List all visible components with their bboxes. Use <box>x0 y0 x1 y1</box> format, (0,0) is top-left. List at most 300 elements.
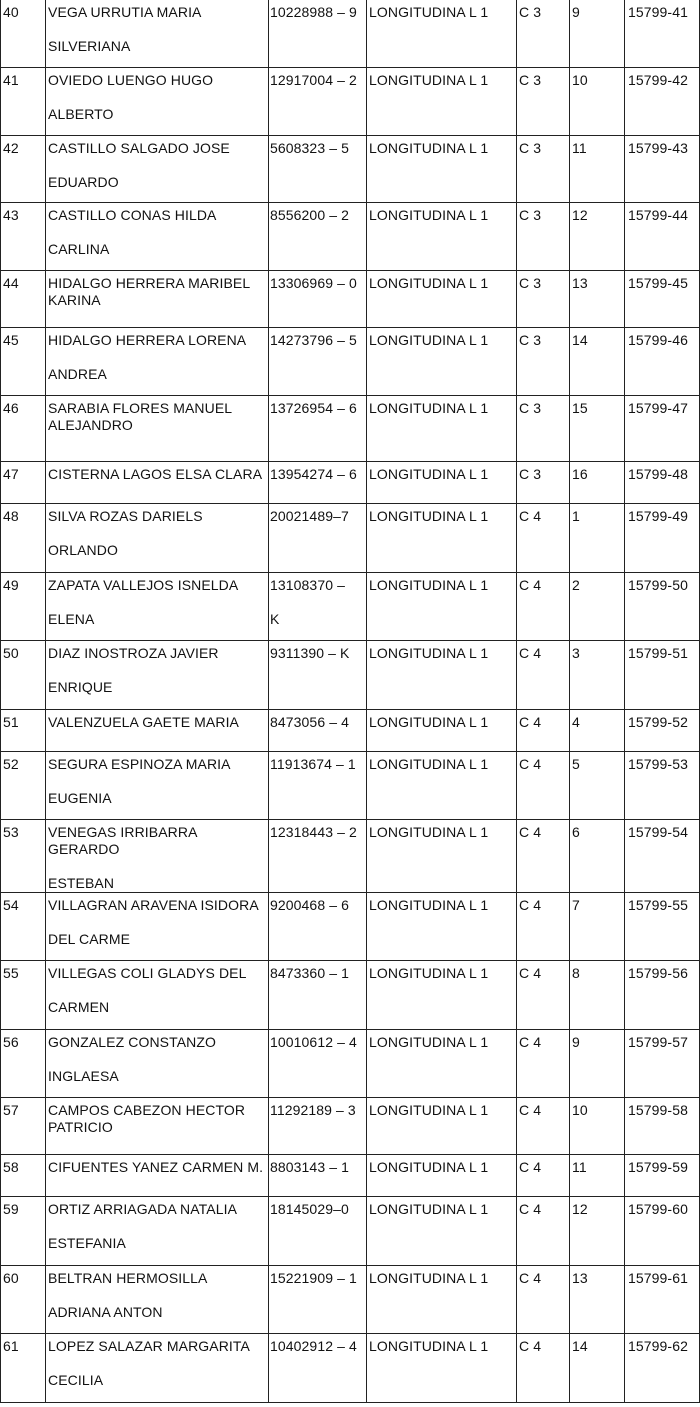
location-cell <box>367 1266 517 1334</box>
code: 15799-44 <box>628 207 688 223</box>
code: 15799-42 <box>628 72 688 88</box>
name-cell <box>46 1098 269 1155</box>
nro: 10 <box>572 72 588 88</box>
nro: 7 <box>572 897 580 913</box>
rut-line-1: 13108370 – <box>270 577 345 593</box>
location: LONGITUDINA L 1 <box>369 824 489 840</box>
nro-cell <box>570 504 625 573</box>
cuartel-cell <box>517 961 570 1030</box>
row-number: 54 <box>3 897 19 913</box>
rut-line-1: 10010612 – 4 <box>270 1034 357 1050</box>
cuartel: C 4 <box>519 1338 542 1354</box>
rut-cell <box>269 893 367 961</box>
table-row <box>1 504 700 573</box>
name-line-1: HIDALGO HERRERA MARIBEL <box>48 275 251 291</box>
name-line-1: CISTERNA LAGOS ELSA CLARA <box>48 466 263 482</box>
table-row <box>1 820 700 893</box>
name-line-1: SILVA ROZAS DARIELS <box>48 508 203 524</box>
name-cell <box>46 893 269 961</box>
name-cell <box>46 136 269 203</box>
row-number-cell <box>1 0 46 68</box>
cuartel: C 4 <box>519 1034 542 1050</box>
location-cell <box>367 820 517 893</box>
table-row <box>1 893 700 961</box>
code-cell <box>625 396 700 462</box>
name-line-2: ALEJANDRO <box>48 417 133 433</box>
name-line-1: GONZALEZ CONSTANZO <box>48 1034 216 1050</box>
row-number-cell <box>1 1155 46 1197</box>
row-number: 56 <box>3 1034 19 1050</box>
rut-line-1: 13306969 – 0 <box>270 275 357 291</box>
location-cell <box>367 1030 517 1098</box>
code-cell <box>625 1030 700 1098</box>
cuartel: C 3 <box>519 400 542 416</box>
name-line-2: KARINA <box>48 292 101 308</box>
rut-cell <box>269 573 367 641</box>
name-line-1: OVIEDO LUENGO HUGO <box>48 72 214 88</box>
code: 15799-62 <box>628 1338 688 1354</box>
name-line-2: SILVERIANA <box>48 38 131 54</box>
row-number-cell <box>1 710 46 752</box>
name-line-1: HIDALGO HERRERA LORENA <box>48 332 247 348</box>
name-line-2: EDUARDO <box>48 174 119 190</box>
rut-line-1: 12917004 – 2 <box>270 72 357 88</box>
name-cell <box>46 752 269 820</box>
name-line-1: VENEGAS IRRIBARRA GERARDO <box>48 824 197 857</box>
location-cell <box>367 396 517 462</box>
rut-line-1: 9311390 – K <box>270 645 350 661</box>
rut-line-1: 8556200 – 2 <box>270 207 349 223</box>
nro: 11 <box>572 140 587 156</box>
row-number: 41 <box>3 72 19 88</box>
table-row <box>1 641 700 710</box>
cuartel: C 3 <box>519 140 542 156</box>
name-line-1: VALENZUELA GAETE MARIA <box>48 714 239 730</box>
name-line-2: CARMEN <box>48 999 110 1015</box>
name-line-1: SARABIA FLORES MANUEL <box>48 400 233 416</box>
name-cell <box>46 328 269 396</box>
code: 15799-49 <box>628 508 688 524</box>
nro: 8 <box>572 965 580 981</box>
row-number: 51 <box>3 714 19 730</box>
table-row <box>1 1197 700 1266</box>
cuartel-cell <box>517 1266 570 1334</box>
location-cell <box>367 641 517 710</box>
code-cell <box>625 1334 700 1403</box>
location-cell <box>367 1197 517 1266</box>
table-row <box>1 1030 700 1098</box>
rut-line-1: 20021489–7 <box>270 508 349 524</box>
cuartel-cell <box>517 203 570 271</box>
row-number: 58 <box>3 1159 19 1175</box>
cuartel: C 3 <box>519 4 542 20</box>
code: 15799-54 <box>628 824 688 840</box>
cuartel-cell <box>517 271 570 328</box>
name-line-2: PATRICIO <box>48 1119 113 1135</box>
cuartel-cell <box>517 1098 570 1155</box>
cuartel-cell <box>517 893 570 961</box>
location-cell <box>367 68 517 136</box>
name-line-1: VILLEGAS COLI GLADYS DEL <box>48 965 247 981</box>
nro: 2 <box>572 577 580 593</box>
name-line-2: INGLAESA <box>48 1068 119 1084</box>
code-cell <box>625 1155 700 1197</box>
location-cell <box>367 752 517 820</box>
location-cell <box>367 136 517 203</box>
row-number: 53 <box>3 824 19 840</box>
table-row <box>1 1155 700 1197</box>
nro: 11 <box>572 1159 587 1175</box>
rut-cell <box>269 1030 367 1098</box>
location-cell <box>367 893 517 961</box>
cuartel: C 4 <box>519 577 542 593</box>
cuartel: C 4 <box>519 1201 542 1217</box>
name-line-2: ELENA <box>48 611 95 627</box>
name-cell <box>46 820 269 893</box>
table-row <box>1 396 700 462</box>
cuartel: C 4 <box>519 897 542 913</box>
row-number-cell <box>1 1098 46 1155</box>
code: 15799-57 <box>628 1034 688 1050</box>
location: LONGITUDINA L 1 <box>369 332 489 348</box>
row-number-cell <box>1 641 46 710</box>
cuartel-cell <box>517 462 570 504</box>
row-number-cell <box>1 328 46 396</box>
rut-cell <box>269 1334 367 1403</box>
cuartel: C 3 <box>519 332 542 348</box>
name-cell <box>46 504 269 573</box>
name-line-1: CASTILLO CONAS HILDA <box>48 207 217 223</box>
name-line-1: LOPEZ SALAZAR MARGARITA <box>48 1338 250 1354</box>
location: LONGITUDINA L 1 <box>369 756 489 772</box>
name-line-1: ZAPATA VALLEJOS ISNELDA <box>48 577 239 593</box>
nro: 5 <box>572 756 580 772</box>
nro: 13 <box>572 1270 588 1286</box>
code: 15799-55 <box>628 897 688 913</box>
cuartel-cell <box>517 328 570 396</box>
rut-cell <box>269 136 367 203</box>
cuartel-cell <box>517 136 570 203</box>
location: LONGITUDINA L 1 <box>369 645 489 661</box>
rut-cell <box>269 203 367 271</box>
table-row <box>1 271 700 328</box>
location: LONGITUDINA L 1 <box>369 140 489 156</box>
name-cell <box>46 271 269 328</box>
rut-line-1: 14273796 – 5 <box>270 332 357 348</box>
rut-line-1: 13954274 – 6 <box>270 466 357 482</box>
row-number-cell <box>1 1030 46 1098</box>
code: 15799-58 <box>628 1102 688 1118</box>
location: LONGITUDINA L 1 <box>369 714 489 730</box>
code-cell <box>625 136 700 203</box>
cuartel-cell <box>517 820 570 893</box>
row-number-cell <box>1 1334 46 1403</box>
name-cell <box>46 203 269 271</box>
code-cell <box>625 504 700 573</box>
cuartel-cell <box>517 0 570 68</box>
row-number-cell <box>1 893 46 961</box>
rut-line-1: 8473360 – 1 <box>270 965 349 981</box>
location-cell <box>367 1155 517 1197</box>
location: LONGITUDINA L 1 <box>369 466 489 482</box>
nro-cell <box>570 462 625 504</box>
row-number: 55 <box>3 965 19 981</box>
code: 15799-60 <box>628 1201 688 1217</box>
location: LONGITUDINA L 1 <box>369 897 489 913</box>
nro-cell <box>570 1098 625 1155</box>
location-cell <box>367 203 517 271</box>
rut-line-1: 8803143 – 1 <box>270 1159 349 1175</box>
name-line-2: ESTEBAN <box>48 875 115 891</box>
location: LONGITUDINA L 1 <box>369 965 489 981</box>
cuartel: C 4 <box>519 508 542 524</box>
name-line-2: ALBERTO <box>48 106 114 122</box>
code: 15799-52 <box>628 714 688 730</box>
rut-cell <box>269 68 367 136</box>
name-cell <box>46 573 269 641</box>
row-number: 48 <box>3 508 19 524</box>
nro: 15 <box>572 400 588 416</box>
location-cell <box>367 573 517 641</box>
nro-cell <box>570 893 625 961</box>
cuartel: C 3 <box>519 275 542 291</box>
code: 15799-41 <box>628 4 688 20</box>
location: LONGITUDINA L 1 <box>369 400 489 416</box>
code-cell <box>625 1098 700 1155</box>
table-row <box>1 1334 700 1403</box>
rut-cell <box>269 1197 367 1266</box>
name-line-1: CAMPOS CABEZON HECTOR <box>48 1102 246 1118</box>
location-cell <box>367 1098 517 1155</box>
rut-line-1: 11913674 – 1 <box>270 756 356 772</box>
location: LONGITUDINA L 1 <box>369 1270 489 1286</box>
row-number-cell <box>1 271 46 328</box>
code: 15799-56 <box>628 965 688 981</box>
table-row <box>1 1098 700 1155</box>
row-number: 46 <box>3 400 19 416</box>
cuartel-cell <box>517 68 570 136</box>
name-cell <box>46 1155 269 1197</box>
name-cell <box>46 68 269 136</box>
nro-cell <box>570 1266 625 1334</box>
rut-line-1: 9200468 – 6 <box>270 897 349 913</box>
row-number: 57 <box>3 1102 19 1118</box>
rut-line-1: 12318443 – 2 <box>270 824 357 840</box>
nro-cell <box>570 1334 625 1403</box>
cuartel: C 4 <box>519 714 542 730</box>
rut-cell <box>269 462 367 504</box>
nro: 14 <box>572 1338 588 1354</box>
cuartel: C 4 <box>519 965 542 981</box>
name-cell <box>46 641 269 710</box>
nro-cell <box>570 271 625 328</box>
table-row <box>1 462 700 504</box>
rut-cell <box>269 504 367 573</box>
cuartel: C 4 <box>519 645 542 661</box>
nro: 1 <box>572 508 580 524</box>
code-cell <box>625 271 700 328</box>
location-cell <box>367 328 517 396</box>
nro: 16 <box>572 466 588 482</box>
cuartel-cell <box>517 1155 570 1197</box>
row-number: 49 <box>3 577 19 593</box>
code: 15799-43 <box>628 140 688 156</box>
cuartel-cell <box>517 1334 570 1403</box>
name-line-1: SEGURA ESPINOZA MARIA <box>48 756 231 772</box>
rut-cell <box>269 271 367 328</box>
nro-cell <box>570 573 625 641</box>
rut-line-1: 11292189 – 3 <box>270 1102 356 1118</box>
row-number-cell <box>1 504 46 573</box>
code-cell <box>625 961 700 1030</box>
table-body <box>1 0 700 1403</box>
rut-cell <box>269 0 367 68</box>
rut-cell <box>269 1266 367 1334</box>
nro-cell <box>570 820 625 893</box>
code-cell <box>625 641 700 710</box>
row-number: 44 <box>3 275 19 291</box>
row-number-cell <box>1 396 46 462</box>
name-cell <box>46 0 269 68</box>
rut-cell <box>269 710 367 752</box>
row-number: 40 <box>3 4 19 20</box>
name-cell <box>46 1334 269 1403</box>
code-cell <box>625 752 700 820</box>
table-row <box>1 573 700 641</box>
table-row <box>1 752 700 820</box>
name-line-1: BELTRAN HERMOSILLA <box>48 1270 208 1286</box>
location-cell <box>367 1334 517 1403</box>
table-row <box>1 203 700 271</box>
name-line-2: EUGENIA <box>48 790 112 806</box>
name-cell <box>46 961 269 1030</box>
rut-line-1: 13726954 – 6 <box>270 400 357 416</box>
location-cell <box>367 961 517 1030</box>
location: LONGITUDINA L 1 <box>369 577 489 593</box>
code-cell <box>625 710 700 752</box>
name-cell <box>46 462 269 504</box>
rut-line-2: K <box>270 611 280 627</box>
name-cell <box>46 1197 269 1266</box>
nro: 14 <box>572 332 588 348</box>
rut-cell <box>269 820 367 893</box>
cuartel-cell <box>517 641 570 710</box>
cuartel-cell <box>517 1030 570 1098</box>
name-line-2: CARLINA <box>48 241 110 257</box>
location: LONGITUDINA L 1 <box>369 207 489 223</box>
location: LONGITUDINA L 1 <box>369 508 489 524</box>
code: 15799-61 <box>628 1270 688 1286</box>
nro-cell <box>570 396 625 462</box>
location: LONGITUDINA L 1 <box>369 4 489 20</box>
name-line-1: CASTILLO SALGADO JOSE <box>48 140 230 156</box>
rut-line-1: 10228988 – 9 <box>270 4 357 20</box>
row-number: 50 <box>3 645 19 661</box>
code-cell <box>625 68 700 136</box>
table-row <box>1 1266 700 1334</box>
location: LONGITUDINA L 1 <box>369 275 489 291</box>
nro: 9 <box>572 4 580 20</box>
rut-cell <box>269 961 367 1030</box>
rut-line-1: 15221909 – 1 <box>270 1270 357 1286</box>
table-row <box>1 961 700 1030</box>
cuartel: C 3 <box>519 466 542 482</box>
code-cell <box>625 1197 700 1266</box>
code-cell <box>625 893 700 961</box>
table-row <box>1 136 700 203</box>
row-number: 45 <box>3 332 19 348</box>
row-number: 47 <box>3 466 19 482</box>
name-cell <box>46 1266 269 1334</box>
name-line-1: CIFUENTES YANEZ CARMEN M. <box>48 1159 264 1175</box>
location: LONGITUDINA L 1 <box>369 1159 489 1175</box>
nro: 9 <box>572 1034 580 1050</box>
location-cell <box>367 271 517 328</box>
name-line-1: ORTIZ ARRIAGADA NATALIA <box>48 1201 238 1217</box>
code: 15799-45 <box>628 275 688 291</box>
nro-cell <box>570 0 625 68</box>
name-line-2: ORLANDO <box>48 542 118 558</box>
cuartel: C 3 <box>519 72 542 88</box>
nro: 12 <box>572 207 588 223</box>
code: 15799-46 <box>628 332 688 348</box>
nro-cell <box>570 328 625 396</box>
row-number-cell <box>1 573 46 641</box>
cuartel-cell <box>517 573 570 641</box>
cuartel: C 4 <box>519 824 542 840</box>
nro-cell <box>570 203 625 271</box>
nro: 3 <box>572 645 580 661</box>
table-row <box>1 328 700 396</box>
cuartel: C 4 <box>519 1102 542 1118</box>
row-number: 43 <box>3 207 19 223</box>
row-number-cell <box>1 1197 46 1266</box>
code-cell <box>625 0 700 68</box>
cuartel: C 4 <box>519 756 542 772</box>
nro-cell <box>570 136 625 203</box>
row-number-cell <box>1 68 46 136</box>
name-line-2: ADRIANA ANTON <box>48 1304 163 1320</box>
nro: 4 <box>572 714 580 730</box>
row-number: 59 <box>3 1201 19 1217</box>
rut-line-1: 10402912 – 4 <box>270 1338 357 1354</box>
cuartel-cell <box>517 752 570 820</box>
nro-cell <box>570 1155 625 1197</box>
name-line-2: CECILIA <box>48 1372 104 1388</box>
location: LONGITUDINA L 1 <box>369 1034 489 1050</box>
rut-line-1: 18145029–0 <box>270 1201 349 1217</box>
rut-cell <box>269 752 367 820</box>
name-line-2: ANDREA <box>48 366 107 382</box>
name-line-1: DIAZ INOSTROZA JAVIER <box>48 645 219 661</box>
nro-cell <box>570 1030 625 1098</box>
location-cell <box>367 462 517 504</box>
rut-cell <box>269 641 367 710</box>
rut-cell <box>269 1155 367 1197</box>
rut-cell <box>269 328 367 396</box>
code-cell <box>625 328 700 396</box>
nro-cell <box>570 752 625 820</box>
location: LONGITUDINA L 1 <box>369 1102 489 1118</box>
nro: 13 <box>572 275 588 291</box>
row-number-cell <box>1 203 46 271</box>
rut-line-1: 8473056 – 4 <box>270 714 349 730</box>
name-line-1: VEGA URRUTIA MARIA <box>48 4 202 20</box>
location: LONGITUDINA L 1 <box>369 72 489 88</box>
location: LONGITUDINA L 1 <box>369 1201 489 1217</box>
row-number-cell <box>1 961 46 1030</box>
cuartel-cell <box>517 504 570 573</box>
